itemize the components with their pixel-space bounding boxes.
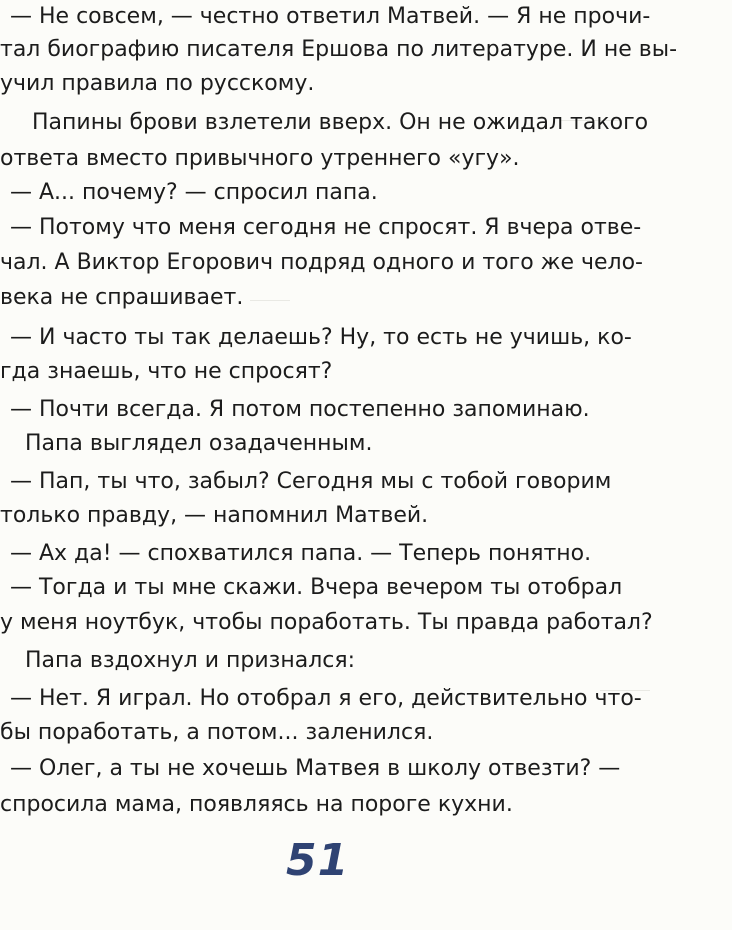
text-line: у меня ноутбук, чтобы поработать. Ты правда работал? — [0, 610, 653, 635]
text-line: — Не совсем, — честно ответил Матвей. — Я не прочи- — [10, 4, 651, 29]
text-line: Папа выглядел озадаченным. — [25, 431, 373, 456]
text-line: — Потому что меня сегодня не спросят. Я вчера отве- — [10, 215, 642, 240]
page-number: 51 — [286, 835, 350, 886]
text-line: — Пап, ты что, забыл? Сегодня мы с тобой говорим — [10, 469, 612, 494]
text-line: только правду, — напомнил Матвей. — [0, 503, 429, 528]
text-line: тал биографию писателя Ершова по литературе. И не вы- — [0, 37, 678, 62]
text-line: Папины брови взлетели вверх. Он не ожидал такого — [32, 110, 649, 135]
text-line: чал. А Виктор Егорович подряд одного и того же чело- — [0, 250, 643, 275]
text-line: — Ах да! — спохватился папа. — Теперь понятно. — [10, 541, 592, 566]
text-line: — Нет. Я играл. Но отобрал я его, действительно что- — [10, 686, 642, 711]
text-line: — Олег, а ты не хочешь Матвея в школу отвезти? — — [10, 756, 621, 781]
text-line: Папа вздохнул и признался: — [25, 648, 355, 673]
text-line: ответа вместо привычного утреннего «угу». — [0, 146, 520, 171]
text-line: — И часто ты так делаешь? Ну, то есть не учишь, ко- — [10, 325, 632, 350]
text-line: — А... почему? — спросил папа. — [10, 180, 378, 205]
text-line: учил правила по русскому. — [0, 71, 315, 96]
text-line: — Тогда и ты мне скажи. Вчера вечером ты отобрал — [10, 575, 623, 600]
text-line: — Почти всегда. Я потом постепенно запоминаю. — [10, 397, 590, 422]
text-line: гда знаешь, что не спросят? — [0, 359, 333, 384]
text-line: бы поработать, а потом... заленился. — [0, 720, 434, 745]
text-line: спросила мама, появляясь на пороге кухни. — [0, 792, 513, 817]
text-line: века не спрашивает. — [0, 285, 244, 310]
